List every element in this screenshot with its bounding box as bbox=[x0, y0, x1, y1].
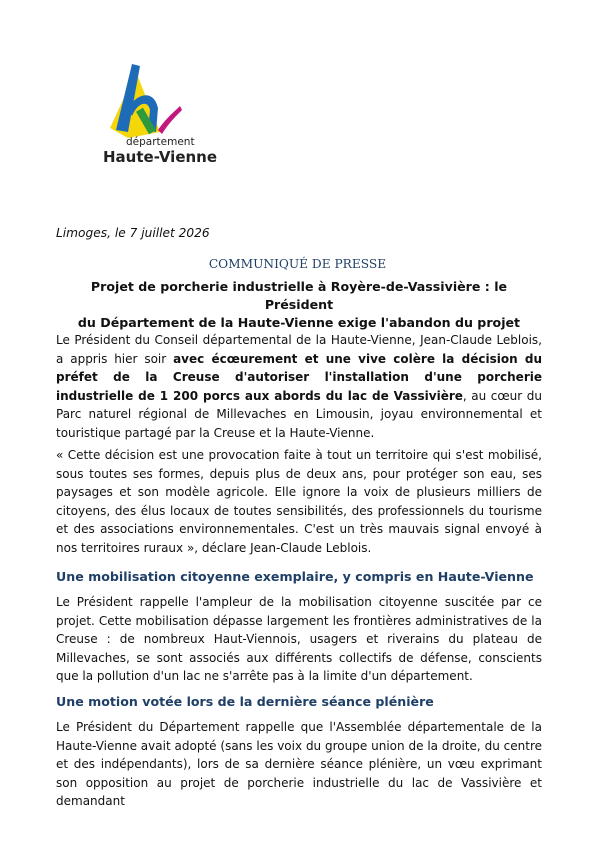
paragraph-3: Le Président rappelle l'ampleur de la mobilisation citoyenne suscitée par ce projet. Cette mobilisation dépasse largement les frontières administratives de la Creuse : de nombreux Haut-Viennois, usagers et riverains du plateau de Millevaches, se sont associés aux différents collectifs de défense, conscients que la pollution d'un lac ne s'arrête pas à la limite d'un département. bbox=[56, 595, 542, 683]
logo-haute-vienne-label: Haute-Vienne bbox=[103, 148, 218, 166]
section-heading-motion: Une motion votée lors de la dernière séance plénière bbox=[56, 694, 434, 709]
press-date: Limoges, le 7 juillet 2026 bbox=[56, 226, 210, 240]
p1-end: , au cœur du Parc naturel régional de Millevaches en Limousin, joyau environnemental et touristique partagé par la Creuse et la Haute-Vienne. bbox=[56, 388, 542, 440]
p1-intro: Le Président du Conseil départemental de la Haute-Vienne, Jean-Claude Leblois, a appris hier soir bbox=[56, 333, 542, 366]
logo-department-label: département bbox=[126, 136, 195, 148]
press-headline bbox=[56, 278, 542, 332]
paragraph-2-quote: « Cette décision est une provocation faite à tout un territoire qui s'est mobilisé, sous toutes ses formes, depuis plus de deux ans, pour protéger son eau, ses paysages et son modèle agricole. Elle ignore la voix de plusieurs milliers de citoyens, des élus locaux de toutes sensibilités, des professionnels du tourisme et des associations environnementales. C'est un très mauvais signal envoyé à nos territoires ruraux », déclare Jean-Claude Leblois. bbox=[56, 448, 542, 555]
paragraph-4: Le Président du Département rappelle que l'Assemblée départementale de la Haute-Vienne avait adopté (sans les voix du groupe union de la droite, du centre et des indépendants), lors de sa dernière séance plénière, un vœu exprimant son opposition au projet de porcherie industrielle du lac de Vassivière et demandant bbox=[56, 720, 542, 808]
press-kicker: COMMUNIQUÉ DE PRESSE bbox=[208, 257, 387, 271]
headline-line-1: Projet de porcherie industrielle à Royère-de-Vassivière : le Président bbox=[90, 279, 508, 312]
headline-line-2: du Département de la Haute-Vienne exige l'abandon du projet bbox=[77, 315, 521, 330]
section-heading-mobilisation: Une mobilisation citoyenne exemplaire, y compris en Haute-Vienne bbox=[56, 569, 534, 584]
p1-bold: avec écœurement et une vive colère la décision du préfet de la Creuse d'autoriser l'installation d'une porcherie industrielle de 1 200 porcs aux abords du lac de Vassivière bbox=[56, 351, 542, 403]
paragraph-1 bbox=[56, 331, 542, 442]
logo-magenta-swoosh bbox=[158, 106, 182, 134]
